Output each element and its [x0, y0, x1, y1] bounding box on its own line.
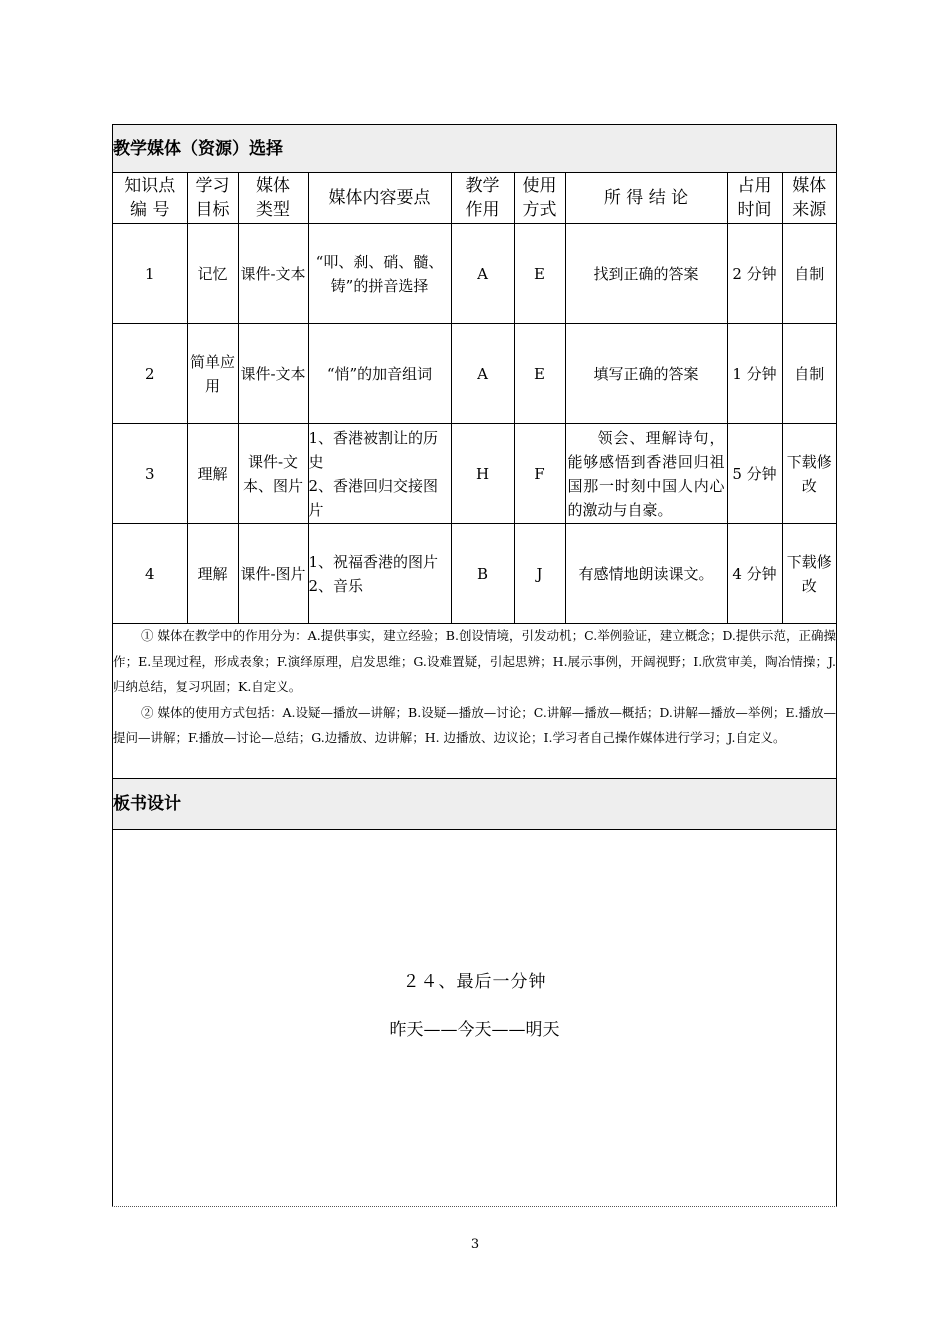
cell-id: 3 [113, 424, 187, 524]
cell-time: 1 分钟 [727, 324, 782, 424]
cell-id: 1 [113, 224, 187, 324]
table-header-row [113, 173, 836, 224]
cell-usage: E [514, 224, 565, 324]
header-source: 媒体 来源 [782, 173, 836, 224]
header-knowledge-id: 知识点 编 号 [113, 173, 187, 224]
cell-content: 1、香港被割让的历史 2、香港回归交接图片 [308, 424, 451, 524]
cell-conclusion: 有感情地朗读课文。 [565, 524, 727, 624]
cell-usage: F [514, 424, 565, 524]
table-row [113, 524, 836, 624]
header-conclusion: 所 得 结 论 [565, 173, 727, 224]
cell-goal: 理解 [187, 524, 238, 624]
cell-source: 下载修改 [782, 524, 836, 624]
board-lesson-title: ２４、最后一分钟 [402, 972, 547, 992]
cell-time: 5 分钟 [727, 424, 782, 524]
cell-role: A [451, 324, 514, 424]
cell-time: 2 分钟 [727, 224, 782, 324]
header-teaching-role: 教学 作用 [451, 173, 514, 224]
cell-conclusion: 填写正确的答案 [565, 324, 727, 424]
board-section-header: 板书设计 [113, 778, 836, 830]
table-row [113, 424, 836, 524]
header-usage-mode: 使用 方式 [514, 173, 565, 224]
board-timeline: 昨天——今天——明天 [389, 1020, 560, 1040]
table-row [113, 324, 836, 424]
cell-role: A [451, 224, 514, 324]
header-time: 占用 时间 [727, 173, 782, 224]
header-learning-goal: 学习 目标 [187, 173, 238, 224]
cell-goal: 理解 [187, 424, 238, 524]
cell-usage: J [514, 524, 565, 624]
cell-source: 自制 [782, 224, 836, 324]
page-number: 3 [470, 1237, 480, 1252]
cell-usage: E [514, 324, 565, 424]
media-notes [113, 623, 836, 751]
cell-time: 4 分钟 [727, 524, 782, 624]
cell-source: 下载修改 [782, 424, 836, 524]
cell-conclusion: 找到正确的答案 [565, 224, 727, 324]
note-teaching-roles: ① 媒体在教学中的作用分为：A.提供事实，建立经验；B.创设情境，引发动机；C.举例验证，建立概念；D.提供示范，正确操作；E.呈现过程，形成表象；F.演绎原理，启发思维；G.设难置疑，引起思辨；H.展示事例，开阔视野；I.欣赏审美，陶冶情操；J.归纳总结，复习巩固；K.自定义。 [113, 628, 836, 694]
cell-type: 课件-文本 [238, 224, 308, 324]
cell-type: 课件-文本 [238, 324, 308, 424]
bottom-divider [112, 1206, 837, 1207]
cell-type: 课件-文本、图片 [238, 424, 308, 524]
cell-goal: 简单应用 [187, 324, 238, 424]
cell-content: “悄”的加音组词 [308, 324, 451, 424]
cell-role: H [451, 424, 514, 524]
table-row [113, 224, 836, 324]
cell-id: 2 [113, 324, 187, 424]
cell-conclusion: 领会、理解诗句，能够感悟到香港回归祖国那一时刻中国人内心的激动与自豪。 [565, 424, 727, 524]
note-usage-modes: ② 媒体的使用方式包括：A.设疑—播放—讲解；B.设疑—播放—讨论；C.讲解—播放—概括；D.讲解—播放—举例；E.播放—提问—讲解；F.播放—讨论—总结；G.边播放、边讲解；H. 边播放、边议论；I.学习者自己操作媒体进行学习；J.自定义。 [113, 704, 836, 745]
cell-id: 4 [113, 524, 187, 624]
header-media-type: 媒体 类型 [238, 173, 308, 224]
media-section-header: 教学媒体（资源）选择 [113, 125, 836, 173]
cell-source: 自制 [782, 324, 836, 424]
header-media-content: 媒体内容要点 [308, 173, 451, 224]
lesson-plan-frame [112, 124, 837, 1207]
cell-goal: 记忆 [187, 224, 238, 324]
cell-content: “叩、刹、硝、髓、铸”的拼音选择 [308, 224, 451, 324]
cell-type: 课件-图片 [238, 524, 308, 624]
cell-role: B [451, 524, 514, 624]
media-selection-table [113, 173, 836, 624]
cell-content: 1、祝福香港的图片 2、音乐 [308, 524, 451, 624]
